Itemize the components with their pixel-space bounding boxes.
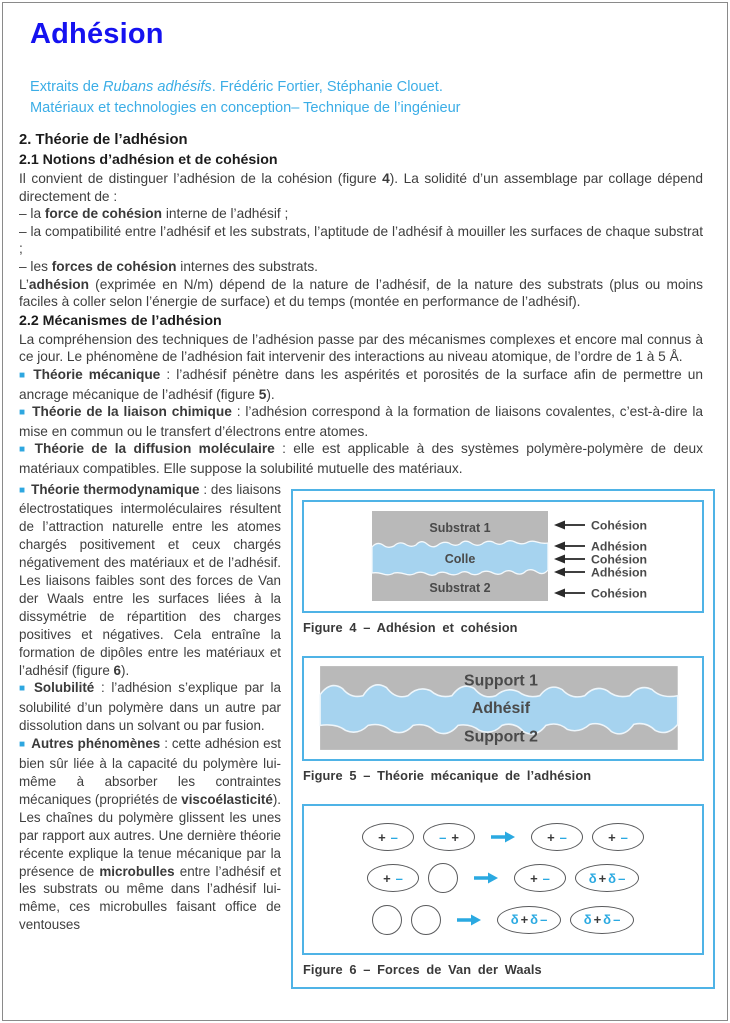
document-content (3, 3, 727, 989)
fig5-label-support2: Support 2 (464, 728, 538, 746)
induced-dipole-ellipse: δ + δ – (497, 906, 561, 934)
subtitle-line-1: Extraits de Rubans adhésifs. Frédéric Fortier, Stéphanie Clouet. (30, 79, 443, 95)
figures-panel (291, 489, 715, 989)
fig4-arrow-cohesion-1 (554, 519, 647, 533)
subtitle-line-2: Matériaux et technologies en conception– Technique de l’ingénieur (30, 100, 461, 116)
fig6-row-2 (304, 863, 702, 893)
fig4-label-colle: Colle (444, 552, 476, 566)
neutral-molecule-circle (372, 905, 402, 935)
list-item-compatibilite: – la compatibilité entre l’adhésif et les substrats, l’aptitude de l’adhésif à mouiller les surfaces de chaque substrat ; (19, 223, 703, 257)
list-item-forces-cohesion: – les forces de cohésion internes des substrats. (19, 258, 318, 274)
section-heading-2-1: 2.1 Notions d’adhésion et de cohésion (19, 152, 278, 168)
doc-subtitle (30, 77, 703, 119)
bold-term: Théorie thermodynamique (31, 481, 200, 497)
fig4-arrow-cohesion-3 (554, 587, 647, 601)
fig4-arrow-adhesion-2 (554, 566, 647, 580)
bullet-square-icon: ■ (19, 444, 29, 456)
dipole-ellipse: + – (362, 823, 414, 851)
page-frame (2, 2, 728, 1021)
bold-term: Théorie mécanique (33, 366, 161, 382)
bold-term: force de cohésion (44, 206, 163, 222)
bullet-square-icon: ■ (19, 369, 28, 381)
neutral-molecule-circle (411, 905, 441, 935)
figure4-diagram (312, 507, 694, 605)
bullet-theorie-thermodynamique: ■ Théorie thermodynamique : des liaisons électrostatiques intermoléculaires résultent de l’attraction naturelle entre les atomes chargés positivement et ceux chargés négativement des matériaux et de l’adhésif. Les liaisons faibles sont des forces de Van der Waals entre les surfaces liées à la dissymétrie de répartition des charges positives et négatives. Cela entraîne la formation de dipôles entre les matériaux et l’adhésif (figure 6). (19, 481, 281, 678)
bold-term: Théorie de la diffusion moléculaire (34, 441, 275, 457)
induced-dipole-ellipse: δ + δ – (575, 864, 639, 892)
bold-term: Solubilité (34, 680, 95, 696)
fig4-label-substrat2: Substrat 2 (429, 581, 491, 595)
figure-ref: 5 (258, 386, 267, 402)
two-column-region (19, 481, 703, 989)
section-heading-2-2: 2.2 Mécanismes de l’adhésion (19, 312, 222, 329)
figure6-caption: Figure 6 – Forces de Van der Waals (303, 961, 542, 977)
bullet-square-icon: ■ (19, 739, 26, 751)
figure5-diagram (308, 661, 698, 755)
bullet-autres-phenomenes: ■ Autres phénomènes : cette adhésion est bien sûr liée à la capacité du polymère lui-même à absorber les contraintes mécaniques (propriétés de viscoélasticité). Les chaînes du polymère glissent les unes par rapport aux autres. Une dernière théorie récente explique la tenue mécanique par la présence de microbulles entre l’adhésif et les substrats ou même dans l’adhésif lui-même, ces microbulles faisant office de ventouses (19, 736, 282, 933)
bullet-square-icon: ■ (19, 484, 26, 496)
svg-text:Cohésion: Cohésion (591, 518, 648, 533)
page-title: Adhésion (30, 18, 164, 50)
bullet-solubilite: ■ Solubilité : l’adhésion s’explique par la solubilité d’un polymère dans un autre par dissolution dans un solvant ou par fusion. (19, 680, 281, 734)
dipole-ellipse: + – (514, 864, 566, 892)
bold-term: microbulles (99, 863, 175, 879)
figure-ref: 6 (113, 662, 121, 678)
bold-term: viscoélasticité (181, 791, 273, 807)
bullet-theorie-mecanique: ■ Théorie mécanique : l’adhésif pénètre dans les aspérités et porosités de la surface afin de permettre un ancrage mécanique de l’adhésif (figure 5). (19, 366, 704, 402)
book-title: Rubans adhésifs (103, 79, 212, 95)
bullet-square-icon: ■ (19, 683, 28, 695)
left-text-column (19, 481, 281, 935)
figure4-caption: Figure 4 – Adhésion et cohésion (303, 619, 518, 635)
paragraph-cohesion-intro: Il convient de distinguer l’adhésion de la cohésion (figure 4). La solidité d’un assemblage par collage dépend directement de : (19, 171, 703, 204)
dipole-ellipse: + – (531, 823, 583, 851)
bold-term: Théorie de la liaison chimique (32, 404, 232, 420)
svg-text:Cohésion: Cohésion (591, 552, 648, 567)
paragraph-mecanismes-intro: La compréhension des techniques de l’adhésion passe par des mécanismes complexes et encore mal connus à ce jour. Le phénomène de l’adhésion fait intervenir des interactions au niveau atomique, de l’ordre de 1 à 5 Å. (19, 331, 703, 365)
dipole-ellipse: – + (423, 823, 475, 851)
section-heading-2: 2. Théorie de l’adhésion (19, 132, 188, 148)
dipole-ellipse: + – (592, 823, 644, 851)
dipole-ellipse: + – (367, 864, 419, 892)
svg-text:Cohésion: Cohésion (591, 586, 648, 601)
svg-text:Adhésion: Adhésion (591, 565, 648, 580)
right-arrow-icon (474, 872, 498, 884)
spacer (302, 784, 704, 804)
fig4-arrow-cohesion-2 (554, 553, 647, 567)
figure4-box (302, 500, 704, 613)
neutral-molecule-circle (428, 863, 458, 893)
fig4-arrow-adhesion-1 (554, 540, 647, 554)
bold-term: forces de cohésion (51, 258, 177, 274)
figure-ref: 4 (382, 171, 390, 186)
bullet-diffusion-moleculaire: ■ Théorie de la diffusion moléculaire : elle est applicable à des systèmes polymère-polymère de deux matériaux compatibles. Elle suppose la solubilité mutuelle des matériaux. (19, 441, 703, 476)
bold-term: adhésion (28, 276, 89, 292)
bullet-liaison-chimique: ■ Théorie de la liaison chimique : l’adhésion correspond à la formation de liaisons covalentes, c’est-à-dire la mise en commun ou le transfert d’électrons entre atomes. (19, 404, 703, 439)
figure5-caption: Figure 5 – Théorie mécanique de l’adhésion (303, 767, 592, 783)
fig4-label-substrat1: Substrat 1 (429, 521, 491, 535)
fig6-row-1 (304, 823, 702, 851)
fig6-row-3 (304, 905, 702, 935)
figure5-box (302, 656, 704, 761)
fig5-label-support1: Support 1 (464, 672, 538, 690)
list-item-force-cohesion: – la force de cohésion interne de l’adhésif ; (19, 206, 289, 222)
figure6-box (302, 804, 704, 955)
spacer (302, 636, 704, 656)
paragraph-adhesion-definition: L’adhésion (exprimée en N/m) dépend de la nature de l’adhésif, de la nature des substrats (plus ou moins faciles à coller selon l’énergie de surface) et du temps (montée en performance de l’adhésif). (19, 276, 703, 310)
bold-term: Autres phénomènes (31, 736, 161, 752)
induced-dipole-ellipse: δ + δ – (570, 906, 634, 934)
fig5-label-adhesif: Adhésif (471, 700, 530, 718)
right-arrow-icon (491, 831, 515, 843)
right-arrow-icon (457, 914, 481, 926)
svg-text:Adhésion: Adhésion (591, 539, 648, 554)
bullet-square-icon: ■ (19, 407, 27, 419)
